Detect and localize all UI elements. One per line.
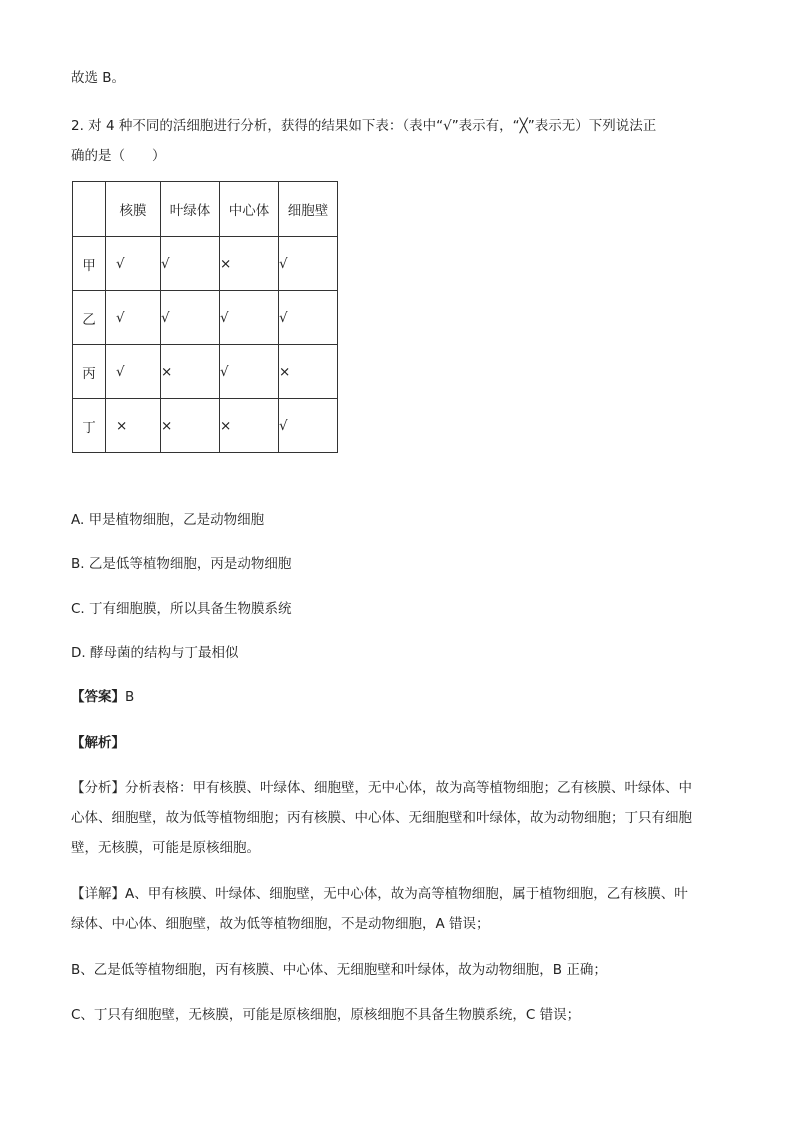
table-row [73,237,338,291]
analysis-line-2: 心体、细胞壁，故为低等植物细胞；丙有核膜、中心体、无细胞壁和叶绿体，故为动物细胞；丁只有细胞 [71,810,692,826]
analysis-line-3: 壁，无核膜，可能是原核细胞。 [71,840,260,856]
table-cell: √ [220,291,279,345]
row-label: 甲 [73,237,106,291]
previous-answer-line: 故选 B。 [71,70,126,86]
detail-option-c: C、丁只有细胞壁，无核膜，可能是原核细胞，原核细胞不具备生物膜系统，C 错误； [71,1007,581,1023]
table-header-centrosome: 中心体 [220,182,279,237]
question-line-2: 确的是（ ） [71,148,166,164]
answer-value: B [125,689,135,705]
option-b: B. 乙是低等植物细胞，丙是动物细胞 [71,556,292,572]
row-label: 丁 [73,399,106,453]
detail-option-b: B、乙是低等植物细胞，丙有核膜、中心体、无细胞壁和叶绿体，故为动物细胞，B 正确； [71,962,607,978]
option-c: C. 丁有细胞膜，所以具备生物膜系统 [71,601,292,617]
row-label: 乙 [73,291,106,345]
table-cell: × [106,399,161,453]
answer-line [71,685,134,705]
detail-line-2: 绿体、中心体、细胞壁，故为低等植物细胞，不是动物细胞，A 错误； [71,916,490,932]
table-header-row [73,182,338,237]
table-cell: √ [220,345,279,399]
table-row [73,345,338,399]
table-row [73,291,338,345]
detail-line-1: 【详解】A、甲有核膜、叶绿体、细胞壁，无中心体，故为高等植物细胞，属于植物细胞，乙有核膜、叶 [71,886,688,902]
table-cell: × [220,399,279,453]
table-cell: × [220,237,279,291]
analysis-tag: 【解析】 [71,735,125,751]
table-cell: × [279,345,338,399]
option-a: A. 甲是植物细胞，乙是动物细胞 [71,512,265,528]
table-cell: √ [279,237,338,291]
row-label: 丙 [73,345,106,399]
cell-structure-table [72,181,338,453]
table-header-nuclear-membrane: 核膜 [106,182,161,237]
table-cell: √ [161,291,220,345]
table-header-chloroplast: 叶绿体 [161,182,220,237]
table-cell: √ [106,291,161,345]
analysis-line-1: 【分析】分析表格：甲有核膜、叶绿体、细胞壁，无中心体，故为高等植物细胞；乙有核膜、叶绿体、中 [71,780,692,796]
table-cell: √ [279,291,338,345]
table-cell: × [161,345,220,399]
question-line-1: 2. 对 4 种不同的活细胞进行分析，获得的结果如下表：（表中“√”表示有，“╳”表示无）下列说法正 [71,118,657,134]
table-header-cell-wall: 细胞壁 [279,182,338,237]
table-cell: √ [161,237,220,291]
table-cell: × [161,399,220,453]
table-cell: √ [106,237,161,291]
table-row [73,399,338,453]
answer-tag: 【答案】 [71,689,125,705]
table-header-corner [73,182,106,237]
table-cell: √ [106,345,161,399]
option-d: D. 酵母菌的结构与丁最相似 [71,645,239,661]
table-cell: √ [279,399,338,453]
